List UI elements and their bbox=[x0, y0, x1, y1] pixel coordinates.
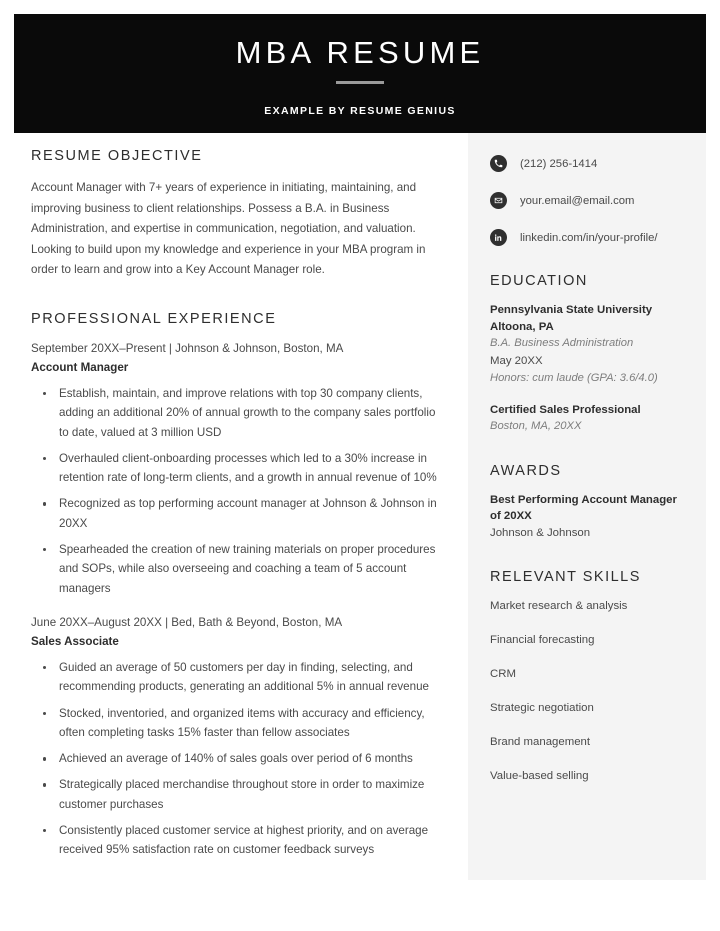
experience-entry bbox=[31, 614, 448, 860]
contact-phone-value: (212) 256-1414 bbox=[520, 157, 598, 170]
award-organization: Johnson & Johnson bbox=[490, 526, 591, 539]
awards-section bbox=[490, 463, 695, 543]
contact-linkedin-value: linkedin.com/in/your-profile/ bbox=[520, 231, 658, 244]
award-title-line2: of 20XX bbox=[490, 510, 532, 522]
main-content-column bbox=[31, 148, 448, 876]
education-section bbox=[490, 273, 695, 436]
section-heading-objective: RESUME OBJECTIVE bbox=[31, 148, 203, 164]
education-entry bbox=[490, 302, 695, 388]
job-meta: June 20XX–August 20XX | Bed, Bath & Beyond, Boston, MA bbox=[31, 615, 343, 629]
phone-icon bbox=[490, 155, 507, 172]
bullet-item: Strategically placed merchandise throughout store in order to maximize customer purchases bbox=[31, 775, 448, 814]
award-entry bbox=[490, 492, 695, 543]
job-title: Account Manager bbox=[31, 360, 129, 374]
header-subtitle: EXAMPLE BY RESUME GENIUS bbox=[264, 105, 456, 118]
education-honors: Honors: cum laude (GPA: 3.6/4.0) bbox=[490, 372, 658, 384]
section-heading-skills: RELEVANT SKILLS bbox=[490, 569, 641, 585]
bullet-item: Achieved an average of 140% of sales goals over period of 6 months bbox=[31, 749, 448, 768]
job-meta: September 20XX–Present | Johnson & Johnson, Boston, MA bbox=[31, 341, 344, 355]
bullet-item: Stocked, inventoried, and organized items with accuracy and efficiency, often completing tasks 15% faster than fellow associates bbox=[31, 704, 448, 743]
skill-item: Market research & analysis bbox=[490, 600, 628, 612]
title-divider bbox=[336, 81, 384, 84]
sidebar-column bbox=[490, 155, 695, 802]
contact-row-phone bbox=[490, 155, 695, 172]
skill-item: Value-based selling bbox=[490, 770, 589, 782]
education-entry bbox=[490, 402, 695, 436]
page-title: MBA RESUME bbox=[235, 35, 485, 70]
bullet-item: Consistently placed customer service at highest priority, and on average received 95% satisfaction rate on customer feedback surveys bbox=[31, 821, 448, 860]
section-heading-awards: AWARDS bbox=[490, 462, 562, 479]
linkedin-icon bbox=[490, 229, 507, 246]
contact-row-email bbox=[490, 192, 695, 209]
job-bullet-list bbox=[31, 658, 448, 860]
email-icon bbox=[490, 192, 507, 209]
job-bullet-list bbox=[31, 384, 448, 598]
section-heading-education: EDUCATION bbox=[490, 273, 588, 289]
bullet-item: Spearheaded the creation of new training materials on proper procedures and SOPs, while also overseeing and coaching a team of 5 account managers bbox=[31, 540, 448, 598]
award-title-line1: Best Performing Account Manager bbox=[490, 493, 677, 506]
skill-item: Brand management bbox=[490, 736, 591, 748]
contact-email-value: your.email@email.com bbox=[520, 194, 635, 207]
job-title: Sales Associate bbox=[31, 634, 119, 648]
experience-entry bbox=[31, 340, 448, 598]
bullet-item: Recognized as top performing account manager at Johnson & Johnson in 20XX bbox=[31, 494, 448, 533]
skills-section bbox=[490, 569, 695, 784]
education-school: Pennsylvania State University bbox=[490, 304, 653, 316]
skill-item: Financial forecasting bbox=[490, 634, 595, 646]
education-date: May 20XX bbox=[490, 354, 543, 367]
bullet-item: Establish, maintain, and improve relations with top 30 company clients, adding an additional 20% of annual growth to the company sales portfolio to date, valued at 3 million USD bbox=[31, 384, 448, 442]
certification-title: Certified Sales Professional bbox=[490, 403, 641, 416]
education-degree: B.A. Business Administration bbox=[490, 337, 634, 349]
skills-list bbox=[490, 598, 695, 784]
education-location: Altoona, PA bbox=[490, 320, 554, 333]
bullet-item: Guided an average of 50 customers per day in finding, selecting, and recommending products, generating an additional 5% in annual revenue bbox=[31, 658, 448, 697]
resume-header-banner bbox=[14, 14, 706, 133]
objective-text: Account Manager with 7+ years of experience in initiating, maintaining, and improving business to client relationships. Possess a B.A. in Business Administration, and expertise in communication, negotiation, and valuation. Looking to build upon my knowledge and experience in your MBA program in order to learn and grow into a Key Account Manager role. bbox=[31, 181, 426, 277]
skill-item: CRM bbox=[490, 668, 516, 680]
certification-detail: Boston, MA, 20XX bbox=[490, 420, 582, 432]
section-heading-experience: PROFESSIONAL EXPERIENCE bbox=[31, 310, 277, 327]
skill-item: Strategic negotiation bbox=[490, 702, 594, 714]
contact-row-linkedin bbox=[490, 229, 695, 246]
bullet-item: Overhauled client-onboarding processes which led to a 30% increase in retention rate of long-term clients, and a growth in annual revenue of 10% bbox=[31, 449, 448, 488]
